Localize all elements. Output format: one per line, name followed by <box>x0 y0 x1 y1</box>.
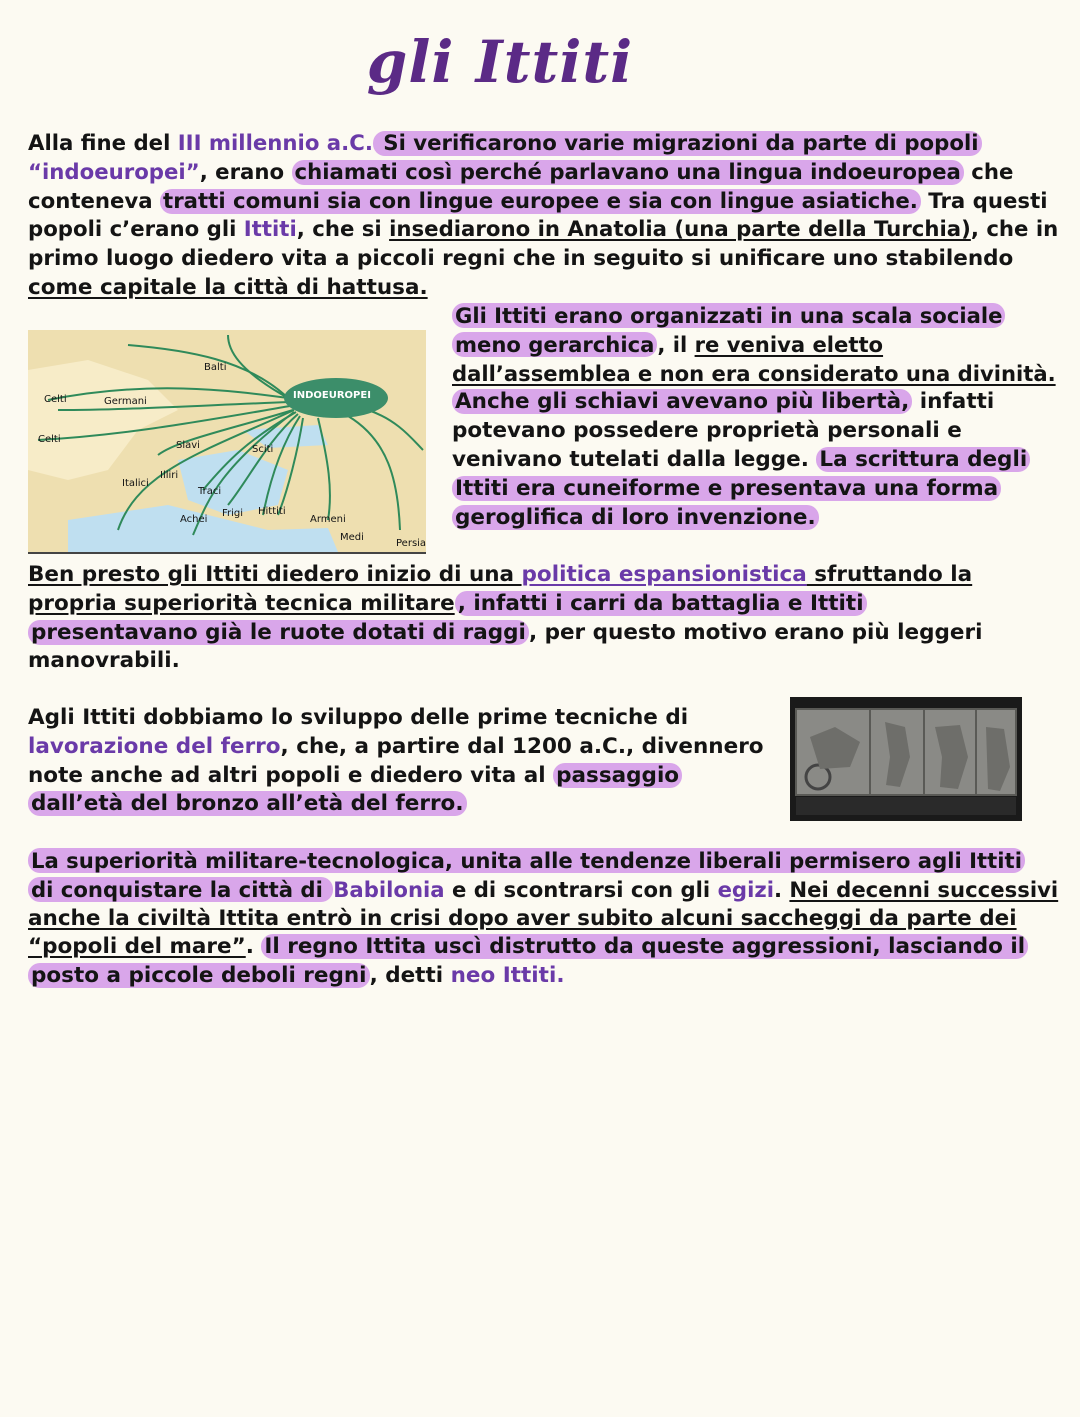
text-line: popoli c’erano gli Ittiti, che si insediarono in Anatolia (una parte della Turchia), che in <box>28 217 1059 243</box>
map-label: Italici <box>122 478 149 489</box>
map-label: Illiri <box>160 470 179 481</box>
map-label: Hittiti <box>258 506 286 517</box>
text-line: “popoli del mare”. Il regno Ittita uscì distrutto da queste aggressioni, lasciando il <box>28 933 1058 962</box>
migration-map <box>28 330 426 554</box>
text-line: anche la civiltà Ittita entrò in crisi dopo aver subito alcuni saccheggi da parte dei <box>28 905 1017 931</box>
map-label: Slavi <box>176 440 200 451</box>
map-label: Sciti <box>252 444 274 455</box>
text-line: di conquistare la città di Babilonia e di scontrarsi con gli egizi. Nei decenni successivi <box>28 876 1058 905</box>
text-line: Agli Ittiti dobbiamo lo sviluppo delle prime tecniche di <box>28 705 689 730</box>
text-line: Gli Ittiti erano organizzati in una scala sociale <box>452 302 1056 331</box>
text-line: dall’assemblea e non era considerato una divinità. <box>452 360 1056 386</box>
map-label: Celti <box>44 394 67 405</box>
map-label: Traci <box>198 486 222 497</box>
map-center-label: INDOEUROPEI <box>293 390 371 401</box>
map-label: Persia <box>396 538 426 549</box>
intro-paragraph <box>28 130 1058 303</box>
text-line: venivano tutelati dalla legge. La scrittura degli <box>452 446 1056 475</box>
text-line: Ben presto gli Ittiti diedero inizio di una politica espansionistica sfruttando la <box>28 562 973 587</box>
text-line: primo luogo diedero vita a piccoli regni che in seguito si unificare uno stabilendo <box>28 246 1014 272</box>
text-line: geroglifica di loro invenzione. <box>452 504 1056 533</box>
social-structure-paragraph <box>452 302 1056 532</box>
text-line: Anche gli schiavi avevano più libertà, infatti <box>452 388 1056 417</box>
iron-paragraph <box>28 704 764 819</box>
relief-graphic <box>790 697 1022 821</box>
map-label: Celti <box>38 434 61 445</box>
text-line: come capitale la città di hattusa. <box>28 274 428 300</box>
text-line: posto a piccole deboli regni , detti neo Ittiti. <box>28 962 1058 991</box>
text-line: Alla fine del III millennio a.C. Si verificarono varie migrazioni da parte di popoli <box>28 130 1058 159</box>
hittite-relief-image <box>790 697 1022 821</box>
text-line: propria superiorità tecnica militare , infatti i carri da battaglia e Ittiti <box>28 590 982 619</box>
text-line: lavorazione del ferro, che, a partire dal 1200 a.C., divennero <box>28 733 764 759</box>
text-line: dall’età del bronzo all’età del ferro. <box>28 790 764 819</box>
map-label: Germani <box>104 396 147 407</box>
text-line: manovrabili. <box>28 648 180 674</box>
text-line: La superiorità militare-tecnologica, unita alle tendenze liberali permisero agli Ittiti <box>28 847 1058 876</box>
text-line: meno gerarchica , il re veniva eletto <box>452 331 1056 360</box>
decline-paragraph <box>28 847 1058 991</box>
map-label: Achei <box>180 514 208 525</box>
map-label: Balti <box>204 362 227 373</box>
map-label: Frigi <box>222 508 244 519</box>
text-line: note anche ad altri popoli e diedero vita al passaggio <box>28 762 764 791</box>
page-title: gli Ittiti <box>366 28 634 96</box>
text-line: potevano possedere proprietà personali e <box>452 418 962 444</box>
text-line: presentavano già le ruote dotati di raggi , per questo motivo erano più leggeri <box>28 619 982 648</box>
map-label: Armeni <box>310 514 346 525</box>
expansion-paragraph <box>28 561 982 676</box>
text-line: conteneva tratti comuni sia con lingue europee e sia con lingue asiatiche. Tra questi <box>28 188 1048 214</box>
text-line: Ittiti era cuneiforme e presentava una forma <box>452 475 1056 504</box>
text-line: “indoeuropei”, erano chiamati così perché parlavano una lingua indoeuropea che <box>28 159 1014 185</box>
map-label: Medi <box>340 532 364 543</box>
